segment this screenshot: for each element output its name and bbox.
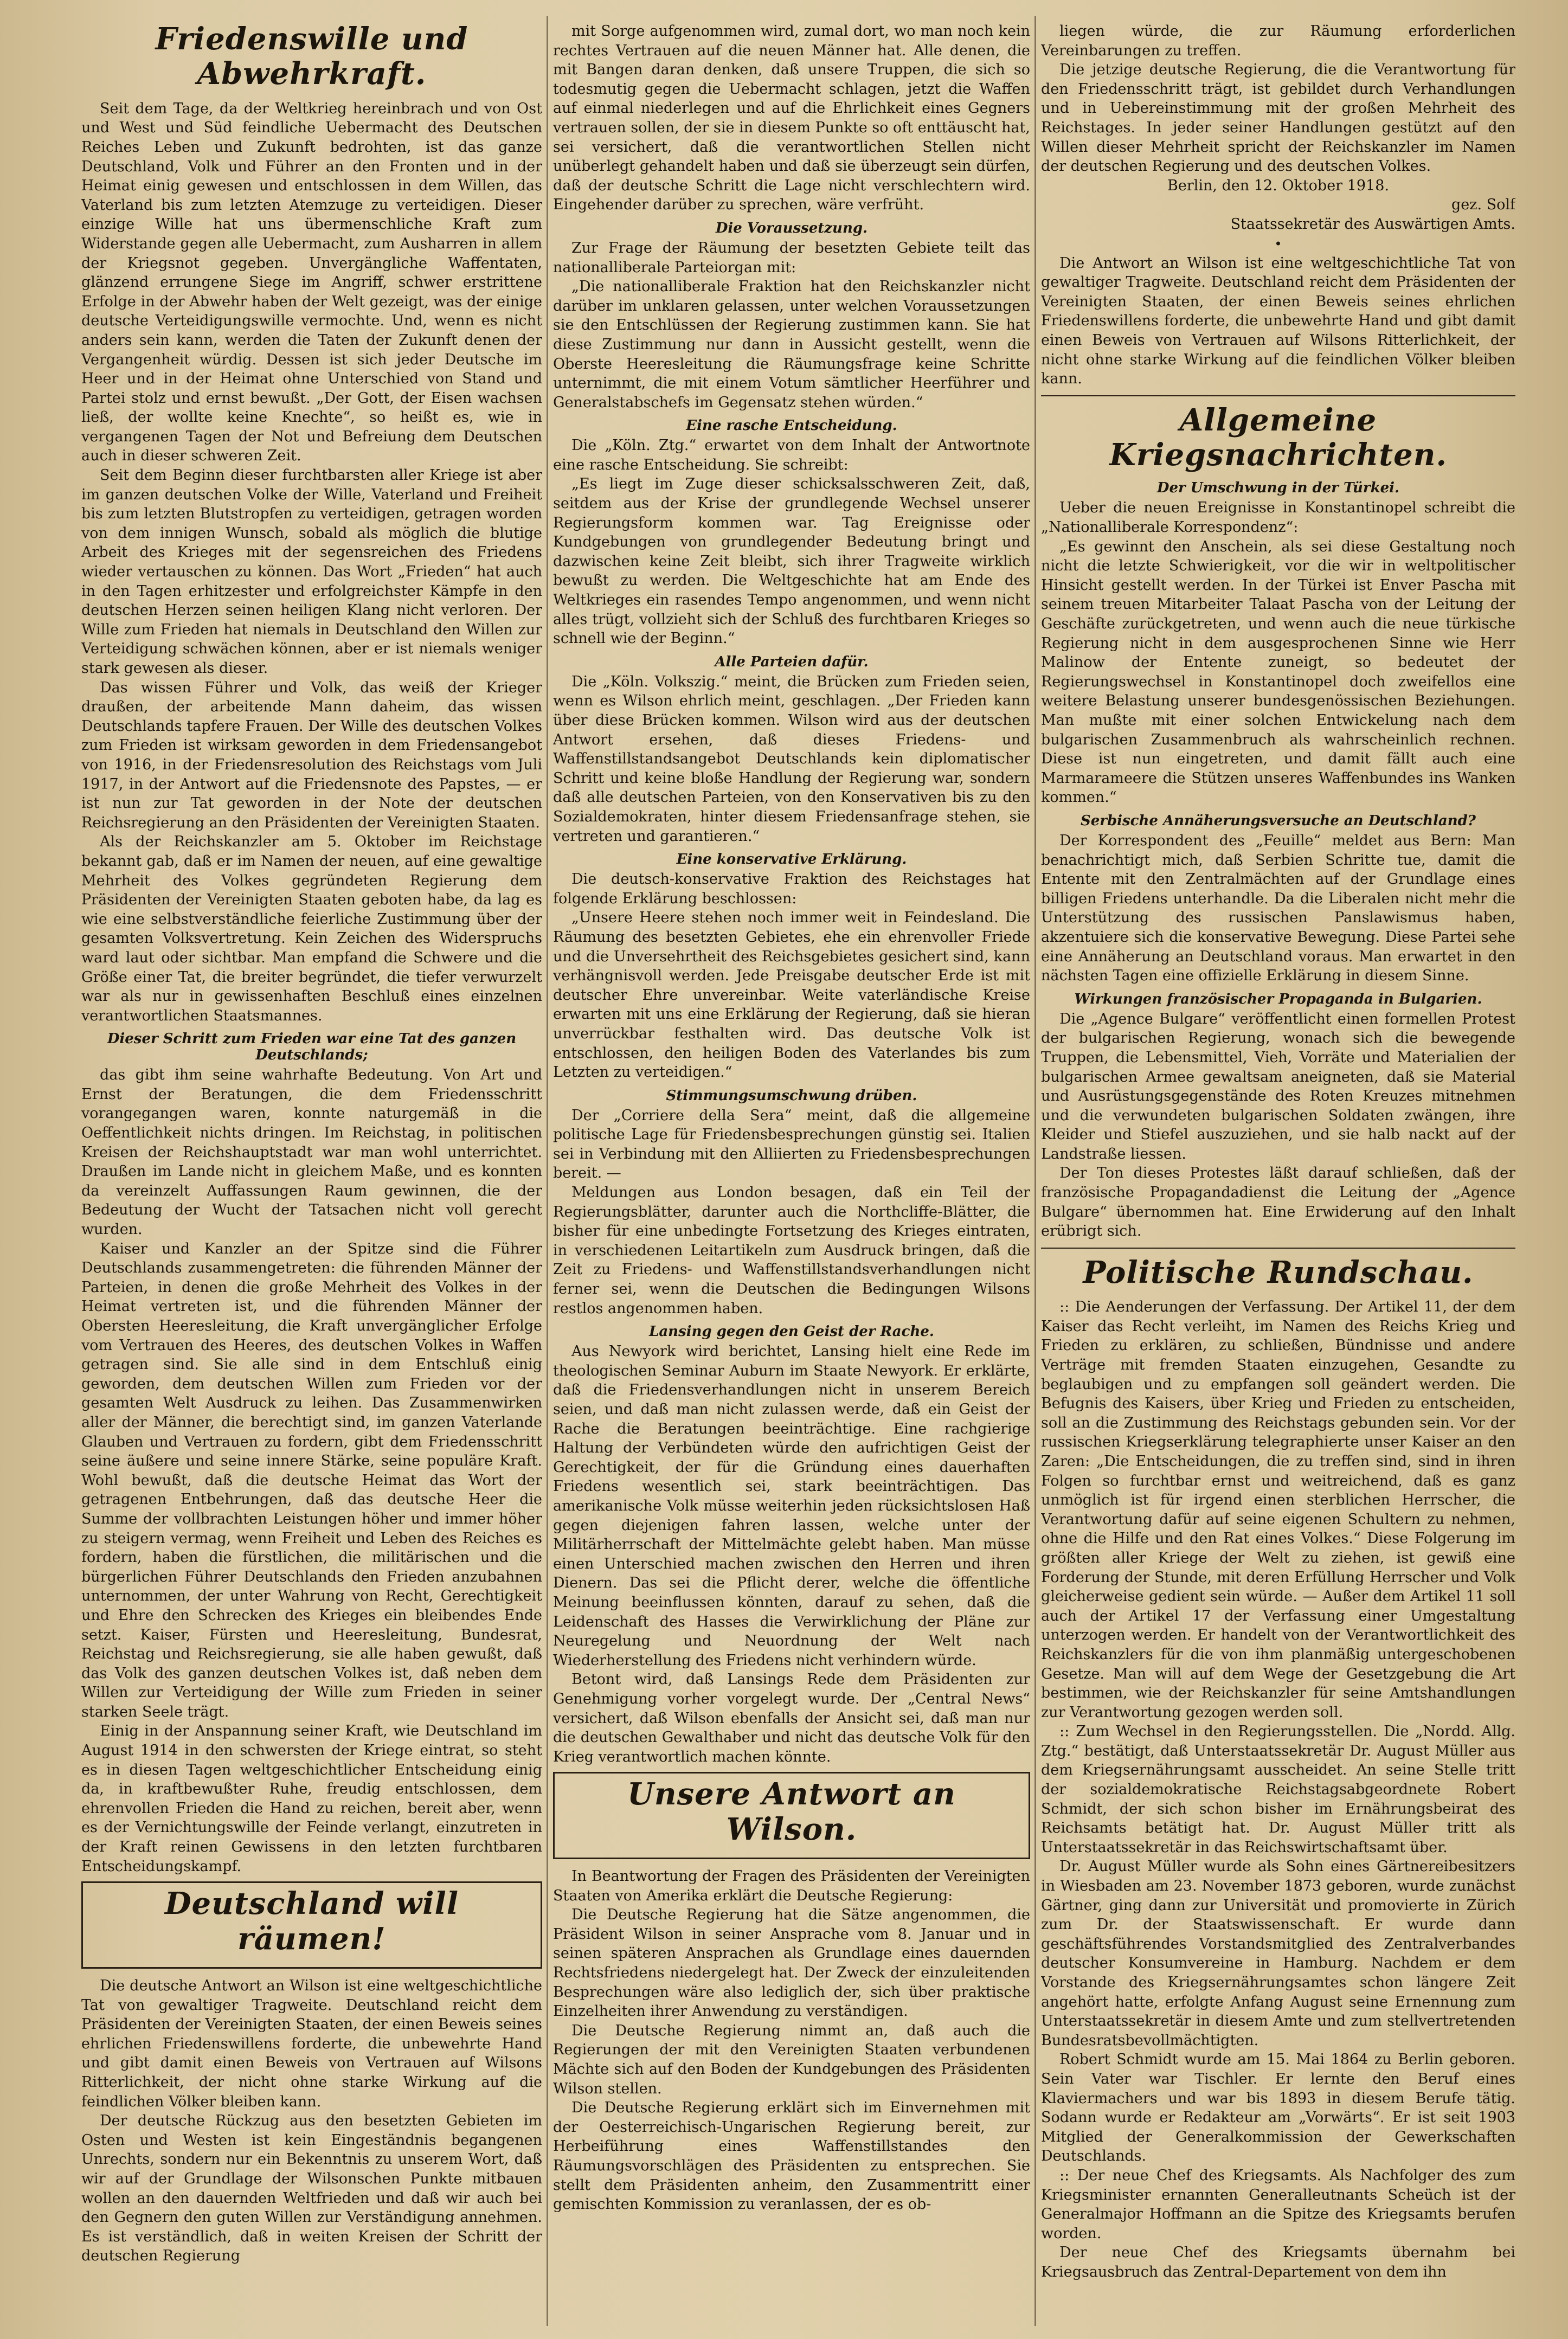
paragraph: Ueber die neuen Ereignisse in Konstantinopel schreibt die „Nationalliberale Korrespondenz“: [1041, 499, 1515, 536]
paragraph: Die deutsche Antwort an Wilson ist eine weltgeschichtliche Tat von gewaltiger Tragweite. Deutschland reicht dem Präsidenten der Vereinigten Staaten, der einen Beweis seines ehrlichen Friedenswillens forderte, die unbewehrte Hand und gibt damit einen Beweis von Vertrauen auf Wilsons Ritterlichkeit, der nicht ohne starke Wirkung auf die feindlichen Völker bleiben kann. [81, 1977, 542, 2110]
paragraph: Die Deutsche Regierung erklärt sich im Einvernehmen mit der Oesterreichisch-Ungarischen Regierung bereit, zur Herbeiführung eines Waffenstillstandes den Räumungsvorschlägen des Präsidenten zu entsprechen. Sie stellt dem Präsidenten anheim, den Zusammentritt einer gemischten Kommission zu veranlassen, der es ob- [553, 2099, 1030, 2213]
subheading: Dieser Schritt zum Frieden war eine Tat des ganzen Deutschlands; [107, 1031, 517, 1064]
article-body [81, 1065, 542, 1876]
paragraph: Die „Köln. Volkszig.“ meint, die Brücken zum Frieden seien, wenn es Wilson ehrlich meint, geschlagen. „Der Frieden kann über diese Brücken kommen. Wilson wird aus der deutschen Antwort ersehen, daß dieses Friedens- und Waffenstillstandsangebot Deutschlands kein diplomatischer Schritt und keine bloße Handlung der Regierung war, sondern daß alle deutschen Parteien, von den Konservativen bis zu den Sozialdemokraten, hinter diesem Friedensanfrage stehen, sie vertreten und garantieren.“ [553, 673, 1030, 845]
paragraph: Der Ton dieses Protestes läßt darauf schließen, daß der französische Propagandadienst die Leitung der „Agence Bulgare“ übernommen hat. Eine Erwiderung auf den Inhalt erübrigt sich. [1041, 1165, 1515, 1240]
paragraph: Robert Schmidt wurde am 15. Mai 1864 zu Berlin geboren. Sein Vater war Tischler. Er lernte den Beruf eines Klaviermachers und war bis 1893 in diesem Berufe tätig. Sodann wurde er Redakteur am „Vorwärts“. Er ist seit 1903 Mitglied der Generalkommission der Gewerkschaften Deutschlands. [1041, 2051, 1515, 2165]
subheading: Eine konservative Erklärung. [676, 851, 907, 868]
article-title: Deutschland will räumen! [164, 1886, 459, 1957]
paragraph: Der Korrespondent des „Feuille“ meldet aus Bern: Man benachrichtigt mich, daß Serbien Schritte tue, damit die Entente mit den Zentralmächten auf der Grundlage eines billigen Friedens unterhandle. Da die Liberalen nicht mehr die Unterstützung des russischen Panslawismus haben, akzentuiere sich die konservative Bewegung. Diese Partei sehe eine Annäherung an Deutschland voraus. Man erwartet in den nächsten Tagen eine offizielle Erklärung in diesem Sinne. [1041, 832, 1515, 985]
subheading: Lansing gegen den Geist der Rache. [649, 1323, 934, 1340]
paragraph: :: Die Aenderungen der Verfassung. Der Artikel 11, der dem Kaiser das Recht verleiht, im Namen des Reichs Krieg und Frieden zu erklären, zu schließen, Bündnisse und andere Verträge mit fremden Staaten einzugehen, Gesandte zu beglaubigen und zu empfangen soll geändert werden. Die Befugnis des Kaisers, über Krieg und Frieden zu entscheiden, soll an die Zustimmung des Reichstags gebunden sein. Vor der russischen Kriegserklärung telegraphierte unser Kaiser an den Zaren: „Die Entscheidungen, die zu treffen sind, sind in ihren Folgen so furchtbar ernst und weitreichend, daß es ganz unmöglich ist für irgend einen sterblichen Herrscher, die Verantwortung dafür auf seine eigenen Schultern zu nehmen, ohne die Hilfe und den Rat eines Volkes.“ Diese Folgerung im größten aller Kriege der Welt zu ziehen, ist gewiß eine Forderung der Stunde, mit deren Erfüllung Herrscher und Volk gleicherweise gedient sein würde. — Außer dem Artikel 11 soll auch der Artikel 17 der Verfassung einer Umgestaltung unterzogen werden. Er handelt von der Verantwortlichkeit des Reichskanzlers für die von ihm planmäßig untergeschobenen Gesetze. Man will auf dem Wege der Gesetzgebung die Art bestimmen, wie der Reichskanzler für seine Amtshandlungen zur Verantwortung gezogen werden soll. [1041, 1299, 1515, 1721]
paragraph: Die jetzige deutsche Regierung, die die Verantwortung für den Friedensschritt trägt, ist gebildet durch Verhandlungen und in Uebereinstimmung mit der großen Mehrheit des Reichstages. In jeder seiner Handlungen gestützt auf den Willen dieser Mehrheit spricht der Reichskanzler im Namen der deutschen Regierung und des deutschen Volkes. [1041, 61, 1515, 175]
divider [1041, 1248, 1515, 1249]
divider [1041, 395, 1515, 396]
paragraph: „Es liegt im Zuge dieser schicksalsschweren Zeit, daß, seitdem aus der Krise der grundlegende Wechsel unserer Regierungsform kommen war. Tag Ereignisse oder Kundgebungen von grundlegender Bedeutung bringt und dazwischen keine Zeit bleibt, sich ihrer Tragweite wirklich bewußt zu werden. Die Weltgeschichte hat am Ende des Weltkrieges ein rasendes Tempo angenommen, und wenn nicht alles trügt, vollzieht sich der Schluß des furchtbaren Krieges so schnell wie der Beginn.“ [553, 475, 1030, 647]
paragraph: :: Zum Wechsel in den Regierungsstellen. Die „Nordd. Allg. Ztg.“ bestätigt, daß Unterstaatssekretär Dr. August Müller aus dem Kriegsernährungsamt ausscheidet. An seine Stelle tritt der sozialdemokratische Reichstagsabgeordnete Robert Schmidt, der sich schon bisher im Ernährungsbeirat des Reichsamts betätigt hat. Dr. August Müller tritt als Unterstaatssekretär in das Reichswirtschaftsamt über. [1041, 1723, 1515, 1856]
paragraph: Die Deutsche Regierung hat die Sätze angenommen, die Präsident Wilson in seiner Ansprache vom 8. Januar und in seinen späteren Ansprachen als Grundlage eines dauernden Rechtsfriedens niedergelegt hat. Der Zweck der einzuleitenden Besprechungen wäre also lediglich der, sich über praktische Einzelheiten ihrer Anwendung zu verständigen. [553, 1906, 1030, 2020]
paragraph: das gibt ihm seine wahrhafte Bedeutung. Von Art und Ernst der Beratungen, die dem Friedensschritt vorangegangen waren, konnte naturgemäß in die Oeffentlichkeit nichts dringen. Im Reichstag, in politischen Kreisen der Reichshauptstadt war man wohl unterrichtet. Draußen im Lande nicht in gleichem Maße, und es konnten da vereinzelt Auffassungen Raum gewinnen, die der Bedeutung der Wucht der Tatsachen nicht voll gerecht wurden. [81, 1066, 542, 1238]
column-rule [547, 16, 548, 2326]
paragraph: In Beantwortung der Fragen des Präsidenten der Vereinigten Staaten von Amerika erklärt die Deutsche Regierung: [553, 1868, 1030, 1904]
column-1 [81, 22, 542, 2321]
article-box [81, 1881, 542, 1969]
subheading: Stimmungsumschwung drüben. [666, 1087, 917, 1104]
paragraph: „Es gewinnt den Anschein, als sei diese Gestaltung noch nicht die letzte Schwierigkeit, vor die wir in weltpolitischer Hinsicht gestellt werden. In der Türkei ist Enver Pascha mit seinem treuen Mitarbeiter Talaat Pascha von der Leitung der Geschäfte zurückgetreten, und wenn auch die neue türkische Regierung nicht in dem ausgesprochenen Sinne wie Herr Malinow der Entente zuneigt, so bedeutet der Regierungswechsel in Konstantinopel doch zweifellos eine weitere Belastung unserer bundesgenössischen Beziehungen. Man mußte mit einer solchen Entwickelung nach dem bulgarischen Zusammenbruch als wahrscheinlich rechnen. Diese ist nun eingetreten, und damit fällt auch eine Marmarameere die Stützen unseres Waffenbundes ins Wanken kommen.“ [1041, 538, 1515, 806]
paragraph: Einig in der Anspannung seiner Kraft, wie Deutschland im August 1914 in den schwersten der Kriege eintrat, so steht es in diesen Tagen weltgeschichtlicher Entscheidung einig da, in kraftbewußter Ruhe, freudig entschlossen, dem ehrenvollen Frieden die Hand zu reichen, bereit aber, wenn es der Vernichtungswille der Feinde verlangt, einzutreten in der Kraft reinen Gewissens in den letzten furchtbaren Entscheidungskampf. [81, 1723, 542, 1875]
separator-mark: • [1274, 236, 1282, 252]
article-body [81, 99, 542, 1026]
paragraph: Dr. August Müller wurde als Sohn eines Gärtnereibesitzers in Wiesbaden am 23. November 1873 geboren, wurde zunächst Gärtner, ging dann zur Universität und promovierte in Zürich zum Dr. der Staatswissenschaft. Er wurde dann geschäftsführendes Vorstandsmitglied des Zentralverbandes deutscher Konsumvereine in Hamburg. Nachdem er dem Vorstande des Kriegsernährungsamtes schon längere Zeit angehört hatte, erfolgte Anfang August seine Ernennung zum Unterstaatssekretär in diesem Amte und zum stellvertretenden Bundesratsbevollmächtigten. [1041, 1858, 1515, 2049]
column-3 [1041, 22, 1515, 2321]
paragraph: Zur Frage der Räumung der besetzten Gebiete teilt das nationalliberale Parteiorgan mit: [553, 239, 1030, 276]
subheading: Serbische Annäherungsversuche an Deutschland? [1080, 812, 1476, 829]
paragraph: „Unsere Heere stehen noch immer weit in Feindesland. Die Räumung des besetzten Gebietes, ehe ein ehrenvoller Friede und die Unversehrtheit des Reichsgebietes gesichert sind, kann verhängnisvoll werden. Jede Preisgabe deutscher Erde ist mit deutscher Ehre unvereinbar. Weite vaterländische Kreise erwarten mit uns eine Erklärung der Regierung, daß sie hieran unverrückbar festhalten wird. Das deutsche Volk ist entschlossen, den heiligen Boden des Vaterlandes bis zum Letzten zu verteidigen.“ [553, 909, 1030, 1081]
paragraph: Aus Newyork wird berichtet, Lansing hielt eine Rede im theologischen Seminar Auburn im Staate Newyork. Er erklärte, daß die Friedensverhandlungen nicht in unserem Bereich seien, und daß man nicht zulassen werde, daß ein Geist der Rache die Beratungen beeinträchtige. Eine rachgierige Haltung der Verbündeten würde den aufrichtigen Geist der Gerechtigkeit, der für die Gründung eines dauerhaften Friedens wesentlich sei, stark beeinträchtigen. Das amerikanische Volk müsse weiterhin jeden rücksichtslosen Haß gegen diejenigen fahren lassen, welche unter der Militärherrschaft der Mittelmächte gelebt haben. Man müsse einen Unterschied machen zwischen den Herren und ihren Dienern. Das sei die Pflicht derer, welche die öffentliche Meinung beeinflussen könnten, darauf zu sehen, daß die Leidenschaft des Hasses die Verwirklichung der Pläne zur Neuregelung und Neuordnung der Welt nach Wiederherstellung des Friedens nicht verhindern würde. [553, 1343, 1030, 1669]
paragraph: mit Sorge aufgenommen wird, zumal dort, wo man noch kein rechtes Vertrauen auf die neuen Männer hat. Alle denen, die mit Bangen daran denken, daß unsere Truppen, die sich so todesmutig gegen die Uebermacht schlagen, jetzt die Waffen auf einmal niederlegen und auf die Ehrlichkeit eines Gegners vertrauen sollen, der sie in diesem Punkte so oft enttäuscht hat, sei versichert, daß die verantwortlichen Stellen nicht unüberlegt gehandelt haben und daß sie überzeugt sein dürfen, daß der deutsche Schritt die Lage nicht verschlechtern wird. Eingehender darüber zu sprechen, wäre verfrüht. [553, 23, 1030, 214]
subheading: Eine rasche Entscheidung. [686, 417, 897, 434]
paragraph: Betont wird, daß Lansings Rede dem Präsidenten zur Genehmigung vorher vorgelegt wurde. Der „Central News“ versichert, daß Wilson ebenfalls der Ansicht sei, daß man nur die deutschen Gewalthaber und nicht das deutsche Volk für den Krieg verantwortlich machen könnte. [553, 1671, 1030, 1765]
paragraph: Seit dem Beginn dieser furchtbarsten aller Kriege ist aber im ganzen deutschen Volke der Wille, Vaterland und Freiheit bis zum letzten Blutstropfen zu verteidigen, getragen worden von dem innigen Wunsch, sobald als möglich die blutige Arbeit des Krieges mit der segensreichen des Friedens wieder vertauschen zu können. Das Wort „Frieden“ hat auch in den Tagen erhitzester und erfolgreichster Kämpfe in den deutschen Herzen seinen heiligen Klang nicht verloren. Der Wille zum Frieden hat niemals in Deutschland den Willen zur Verteidigung schwächen können, aber er ist niemals weniger stark gewesen als dieser. [81, 467, 542, 677]
paragraph: Seit dem Tage, da der Weltkrieg hereinbrach und von Ost und West und Süd feindliche Uebermacht des Deutschen Reiches Leben und Zukunft bedrohten, ist das ganze Deutschland, Volk und Führer an den Fronten und in der Heimat einig gewesen und entschlossen in dem Willen, das Vaterland bis zum letzten Atemzuge zu verteidigen. Dieser einzige Wille hat uns übermenschliche Kraft zum Widerstande gegen alle Uebermacht, zum Ausharren in allem der Kriegsnot gegeben. Unvergängliche Waffentaten, glänzend errungene Siege im Angriff, schwer erstrittene Erfolge in der Abwehr haben der Welt gezeigt, was der einige deutsche Verteidigungswille vermochte. Und, wenn es nicht anders sein kann, werden die Taten der Zukunft denen der Vergangenheit würdig. Dessen ist sich jeder Deutsche im Heer und in der Heimat ohne Unterschied von Stand und Partei stolz und ernst bewußt. „Der Gott, der Eisen wachsen ließ, der wollte keine Knechte“, so heißt es, wie in vergangenen Tagen der Not und Befreiung dem Deutschen auch in dieser schweren Zeit. [81, 100, 542, 465]
paragraph: Meldungen aus London besagen, daß ein Teil der Regierungsblätter, darunter auch die Northcliffe-Blätter, die bisher für eine unbedingte Fortsetzung des Krieges eintraten, in verschiedenen Leitartikeln zum Ausdruck bringen, daß die Zeit zu Friedens- und Waffenstillstandsverhandlungen nicht ferner sei, wenn die Deutschen die Bedingungen Wilsons restlos angenommen haben. [553, 1184, 1030, 1317]
paragraph: Das wissen Führer und Volk, das weiß der Krieger draußen, der arbeitende Mann daheim, das wissen Deutschlands tapfere Frauen. Der Wille des deutschen Volkes zum Frieden ist wirksam geworden in dem Friedensangebot von 1916, in der Friedensresolution des Reichstags vom Juli 1917, in der Antwort auf die Friedensnote des Papstes, — er ist nun zur Tat geworden in der Note der deutschen Reichsregierung an den Präsidenten der Vereinigten Staaten. [81, 679, 542, 831]
signature: gez. Solf Staatssekretär des Auswärtigen Amts. [1230, 196, 1515, 233]
subheading: Die Voraussetzung. [715, 220, 868, 236]
article-title: Friedenswille und Abwehrkraft. [155, 22, 468, 92]
paragraph: Die Deutsche Regierung nimmt an, daß auch die Regierungen der mit den Vereinigten Staaten verbundenen Mächte sich auf den Boden der Kundgebungen des Präsidenten Wilson stellen. [553, 2022, 1030, 2097]
article-title: Allgemeine Kriegsnachrichten. [1109, 402, 1447, 473]
paragraph: Die Antwort an Wilson ist eine weltgeschichtliche Tat von gewaltiger Tragweite. Deutschland reicht dem Präsidenten der Vereinigten Staaten, der einen Beweis seines ehrlichen Friedenswillens forderte, die unbewehrte Hand und gibt damit einen Beweis von Vertrauen auf Wilsons Ritterlichkeit, der nicht ohne starke Wirkung auf die feindlichen Völker bleiben kann. [1041, 254, 1515, 388]
paragraph: Die „Köln. Ztg.“ erwartet von dem Inhalt der Antwortnote eine rasche Entscheidung. Sie schreibt: [553, 437, 1030, 473]
paragraph: Die „Agence Bulgare“ veröffentlicht einen formellen Protest der bulgarischen Regierung, wonach sich die bewegende Truppen, die Lebensmittel, Vieh, Vorräte und Materialien der bulgarischen Armee gewaltsam aneigneten, daß sie Material und Ausrüstungsgegenstände des Roten Kreuzes mitnehmen und die verwundeten bulgarischen Soldaten zwängen, ihre Kleider und Stiefel auszuziehen, und sie halb nackt auf der Landstraße liessen. [1041, 1010, 1515, 1162]
paragraph: Der neue Chef des Kriegsamts übernahm bei Kriegsausbruch das Zentral-Departement von dem ihn [1041, 2244, 1515, 2280]
paragraph: „Die nationalliberale Fraktion hat den Reichskanzler nicht darüber im unklaren gelassen, unter welchen Voraussetzungen sie den Entschlüssen der Regierung zustimmen kann. Sie hat diese Zustimmung nur dann in Aussicht gestellt, wenn die Oberste Heeresleitung die Räumungsfrage keine Schritte unternimmt, die mit einem Votum sämtlicher Heerführer und Generalstabschefs im Gegensatz stehen würden.“ [553, 278, 1030, 411]
article-title: Politische Rundschau. [1083, 1254, 1474, 1290]
subheading: Alle Parteien dafür. [715, 653, 869, 670]
paragraph: Als der Reichskanzler am 5. Oktober im Reichstage bekannt gab, daß er im Namen der neuen, auf eine gewaltige Mehrheit des Volkes gegründeten Regierung dem Präsidenten der Vereinigten Staaten geboten habe, da lag es wie eine selbstverständliche feierliche Zustimmung über der gesamten Volksvertretung. Kein Zeichen des Widerspruchs ward laut oder sichtbar. Man empfand die Schwere und die Größe einer Tat, die breiter begründet, die tiefer verwurzelt war als nur in gewissenhaften Beschluß eines einzelnen verantwortlichen Staatsmannes. [81, 833, 542, 1024]
paragraph: liegen würde, die zur Räumung erforderlichen Vereinbarungen zu treffen. [1041, 23, 1515, 59]
paragraph: :: Der neue Chef des Kriegsamts. Als Nachfolger des zum Kriegsminister ernannten Generalleutnants Scheüch ist der Generalmajor Hoffmann an die Spitze des Kriegsamts berufen worden. [1041, 2167, 1515, 2242]
paragraph: Kaiser und Kanzler an der Spitze sind die Führer Deutschlands zusammengetreten: die führenden Männer der Parteien, in denen die große Mehrheit des Volkes in der Heimat vertreten ist, und die führenden Männer der Obersten Heeresleitung, die Kraft unvergänglicher Erfolge vom Vertrauen des Heeres, des deutschen Volkes in Waffen getragen sind. Sie alle sind in dem Entschluß einig geworden, dem deutschen Willen zum Frieden vor der gesamten Welt Ausdruck zu leihen. Das Zusammenwirken aller der Männer, die berechtigt sind, im ganzen Vaterlande Glauben und Vertrauen zu fordern, gibt dem Friedensschritt seine äußere und seine innere Stärke, seine populäre Kraft. Wohl bewußt, daß die deutsche Heimat das Wort der getragenen Entbehrungen, daß das deutsche Heer die Summe der vollbrachten Leistungen höher und immer höher zu steigern vermag, wenn Freiheit und Leben des Reiches es fordern, haben die fürstlichen, die militärischen und die bürgerlichen Führer Deutschlands den Frieden anzubahnen unternommen, der unter Wahrung von Recht, Gerechtigkeit und Ehre den Schrecken des Krieges ein bleibendes Ende setzt. Kaiser, Fürsten und Heeresleitung, Bundesrat, Reichstag und Reichsregierung, sie alle haben gewußt, daß das Volk des ganzen deutschen Volkes ist, daß neben dem Willen zur Verteidigung der Wille zum Frieden in seiner starken Seele trägt. [81, 1240, 542, 1720]
article-title: Unsere Antwort an Wilson. [627, 1776, 956, 1847]
paragraph: Der „Corriere della Sera“ meint, daß die allgemeine politische Lage für Friedensbesprechungen günstig sei. Italien sei in Verbindung mit den Alliierten zu Friedensbesprechungen bereit. — [553, 1107, 1030, 1182]
paragraph: Die deutsch-konservative Fraktion des Reichstages hat folgende Erklärung beschlossen: [553, 871, 1030, 907]
column-rule [1034, 16, 1036, 2326]
paragraph: Der deutsche Rückzug aus den besetzten Gebieten im Osten und Westen ist kein Eingeständnis begangenen Unrechts, sondern nur ein Bekenntnis zu unserem Wort, daß wir auf der Grundlage der Wilsonschen Punkte mitbauen wollen an den dauernden Weltfrieden und daß wir auch bei den Gegnern den guten Willen zur Verständigung annehmen. Es ist verständlich, daß in weiten Kreisen der Schritt der deutschen Regierung [81, 2112, 542, 2265]
article-body [81, 1976, 542, 2266]
column-2 [553, 22, 1030, 2321]
dateline: Berlin, den 12. Oktober 1918. [1167, 177, 1389, 194]
subheading: Wirkungen französischer Propaganda in Bulgarien. [1074, 991, 1482, 1007]
subheading: Der Umschwung in der Türkei. [1156, 480, 1400, 497]
article-box [553, 1772, 1030, 1859]
